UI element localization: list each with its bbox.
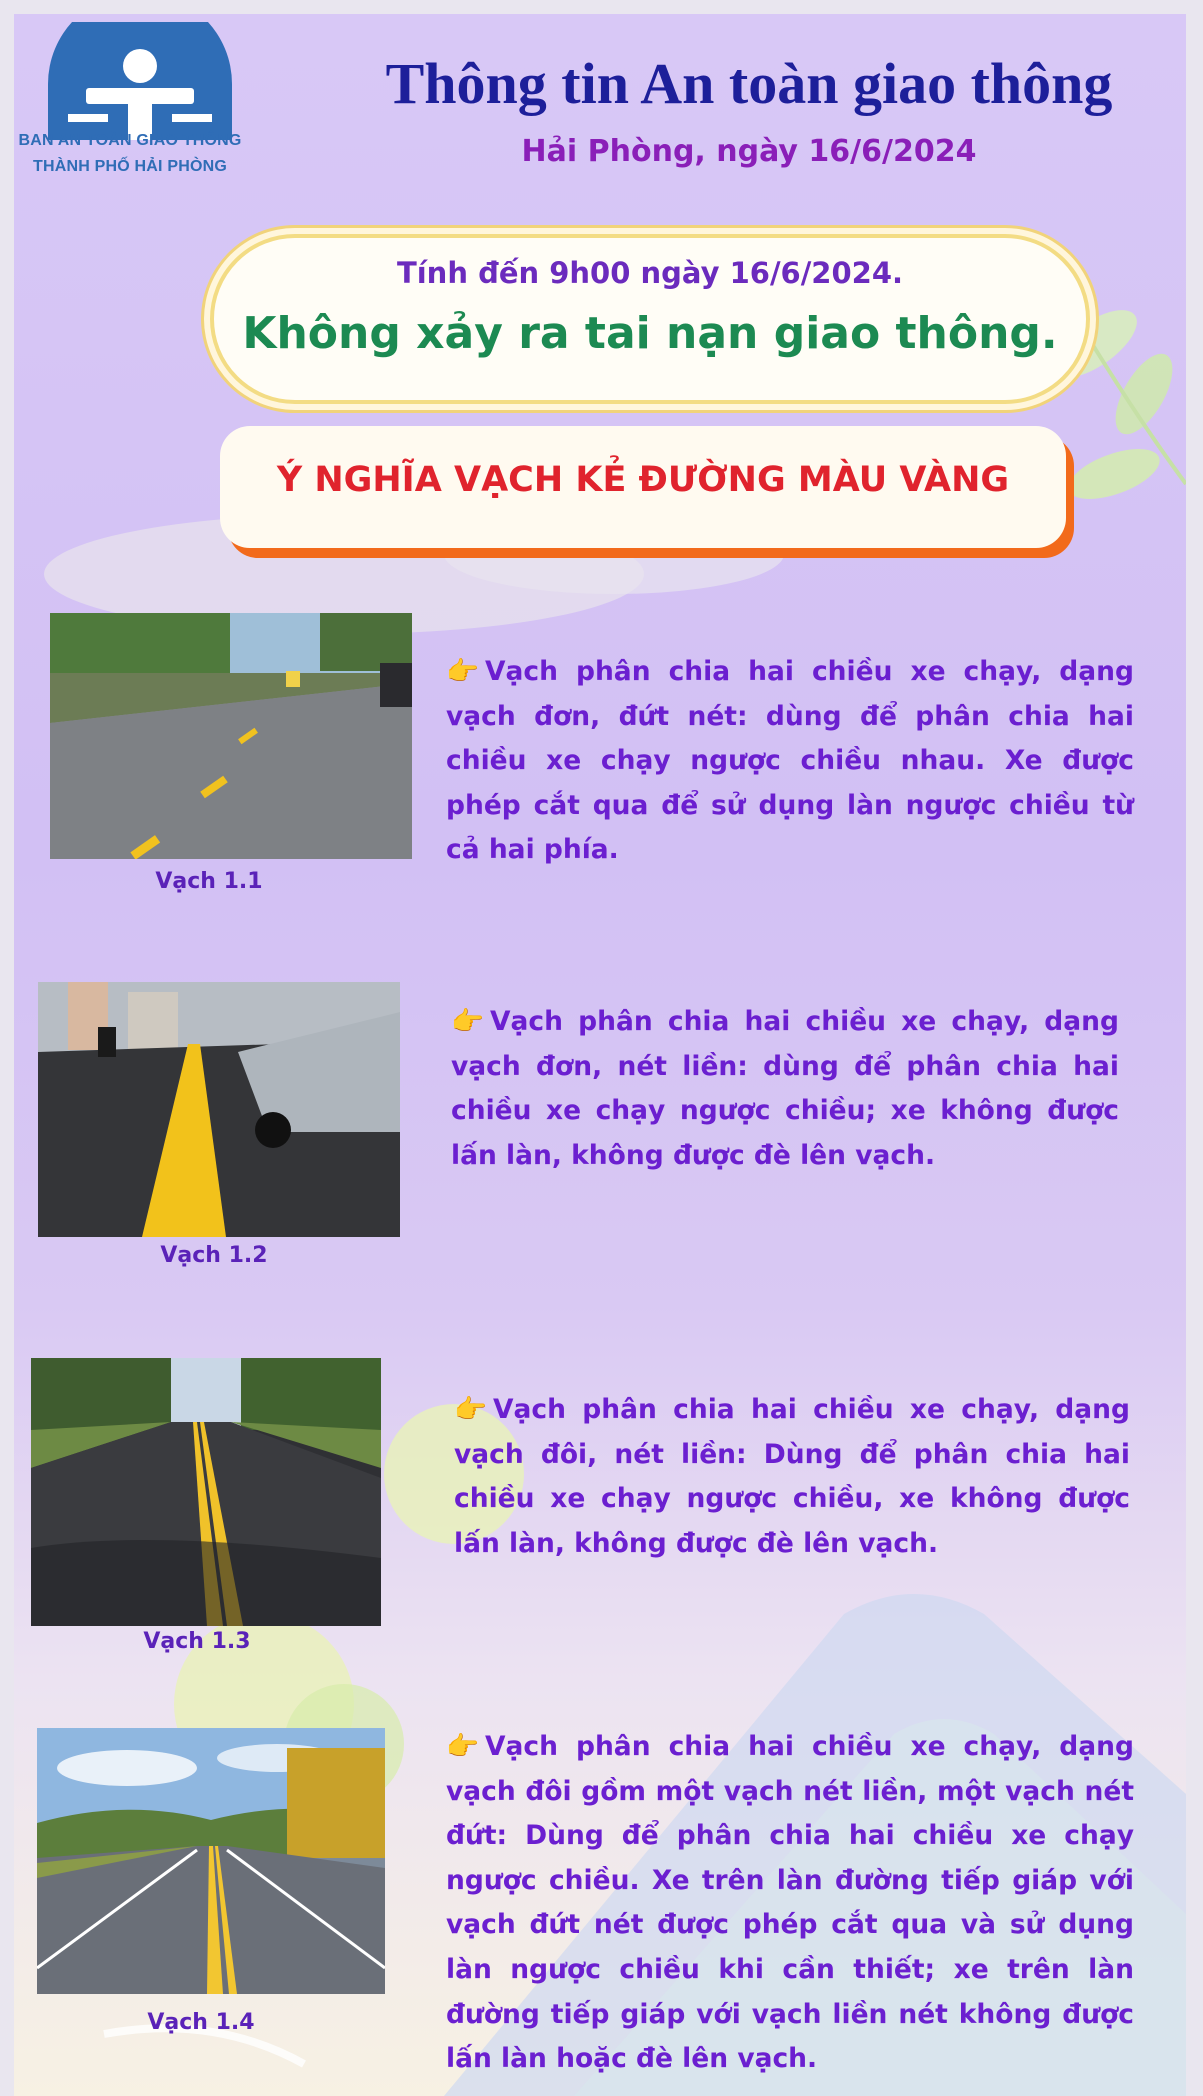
road-photo-1-1 (50, 613, 412, 859)
caption-vach-1-1: Vạch 1.1 (155, 869, 263, 894)
infographic-page (14, 14, 1186, 2096)
caption-vach-1-3: Vạch 1.3 (143, 1629, 251, 1654)
description-vach-1-4 (446, 1725, 1134, 2082)
notice-status: Không xảy ra tai nạn giao thông. (242, 308, 1058, 359)
page-title: Thông tin An toàn giao thông (385, 51, 1113, 116)
notice-time: Tính đến 9h00 ngày 16/6/2024. (396, 256, 904, 290)
road-photo-1-2 (38, 982, 400, 1237)
description-text: Vạch phân chia hai chiều xe chạy, dạng vạch đôi gồm một vạch nét liền, một vạch nét đứt: Dùng để phân chia hai chiều xe chạy ngược chiều. Xe trên làn đường tiếp giáp với vạch đứt nét được phép cắt qua và sử dụng làn ngược chiều khi cần thiết; xe trên làn đường tiếp giáp với vạch liền nét không được lấn làn hoặc đè lên vạch. (446, 1731, 1134, 2075)
description-vach-1-2 (451, 1000, 1119, 1178)
description-text: Vạch phân chia hai chiều xe chạy, dạng vạch đơn, đứt nét: dùng để phân chia hai chiều xe chạy ngược chiều nhau. Xe được phép cắt qua để sử dụng làn ngược chiều từ cả hai phía. (446, 656, 1134, 866)
section-title-banner (220, 426, 1066, 548)
accident-notice-banner (210, 234, 1090, 404)
org-name-line2: THÀNH PHỐ HẢI PHÒNG (32, 158, 228, 175)
road-photo-1-3 (31, 1358, 381, 1626)
description-vach-1-3 (454, 1388, 1130, 1566)
caption-vach-1-4: Vạch 1.4 (147, 2010, 255, 2035)
description-vach-1-1 (446, 650, 1134, 873)
description-text: Vạch phân chia hai chiều xe chạy, dạng vạch đôi, nét liền: Dùng để phân chia hai chiều xe chạy ngược chiều, xe không được lấn làn, không được đè lên vạch. (454, 1394, 1130, 1559)
org-name-line1: BAN AN TOÀN GIAO THÔNG (18, 132, 242, 149)
road-photo-1-4 (37, 1728, 385, 1994)
pointing-hand-icon: 👉 (446, 656, 479, 687)
pointing-hand-icon: 👉 (454, 1394, 487, 1425)
description-text: Vạch phân chia hai chiều xe chạy, dạng vạch đơn, nét liền: dùng để phân chia hai chiều xe chạy ngược chiều; xe không được lấn làn, không được đè lên vạch. (451, 1006, 1119, 1171)
page-date: Hải Phòng, ngày 16/6/2024 (521, 134, 977, 169)
caption-vach-1-2: Vạch 1.2 (160, 1243, 268, 1268)
pointing-hand-icon: 👉 (451, 1006, 484, 1037)
pointing-hand-icon: 👉 (446, 1731, 479, 1762)
section-title: Ý NGHĨA VẠCH KẺ ĐƯỜNG MÀU VÀNG (276, 460, 1010, 500)
